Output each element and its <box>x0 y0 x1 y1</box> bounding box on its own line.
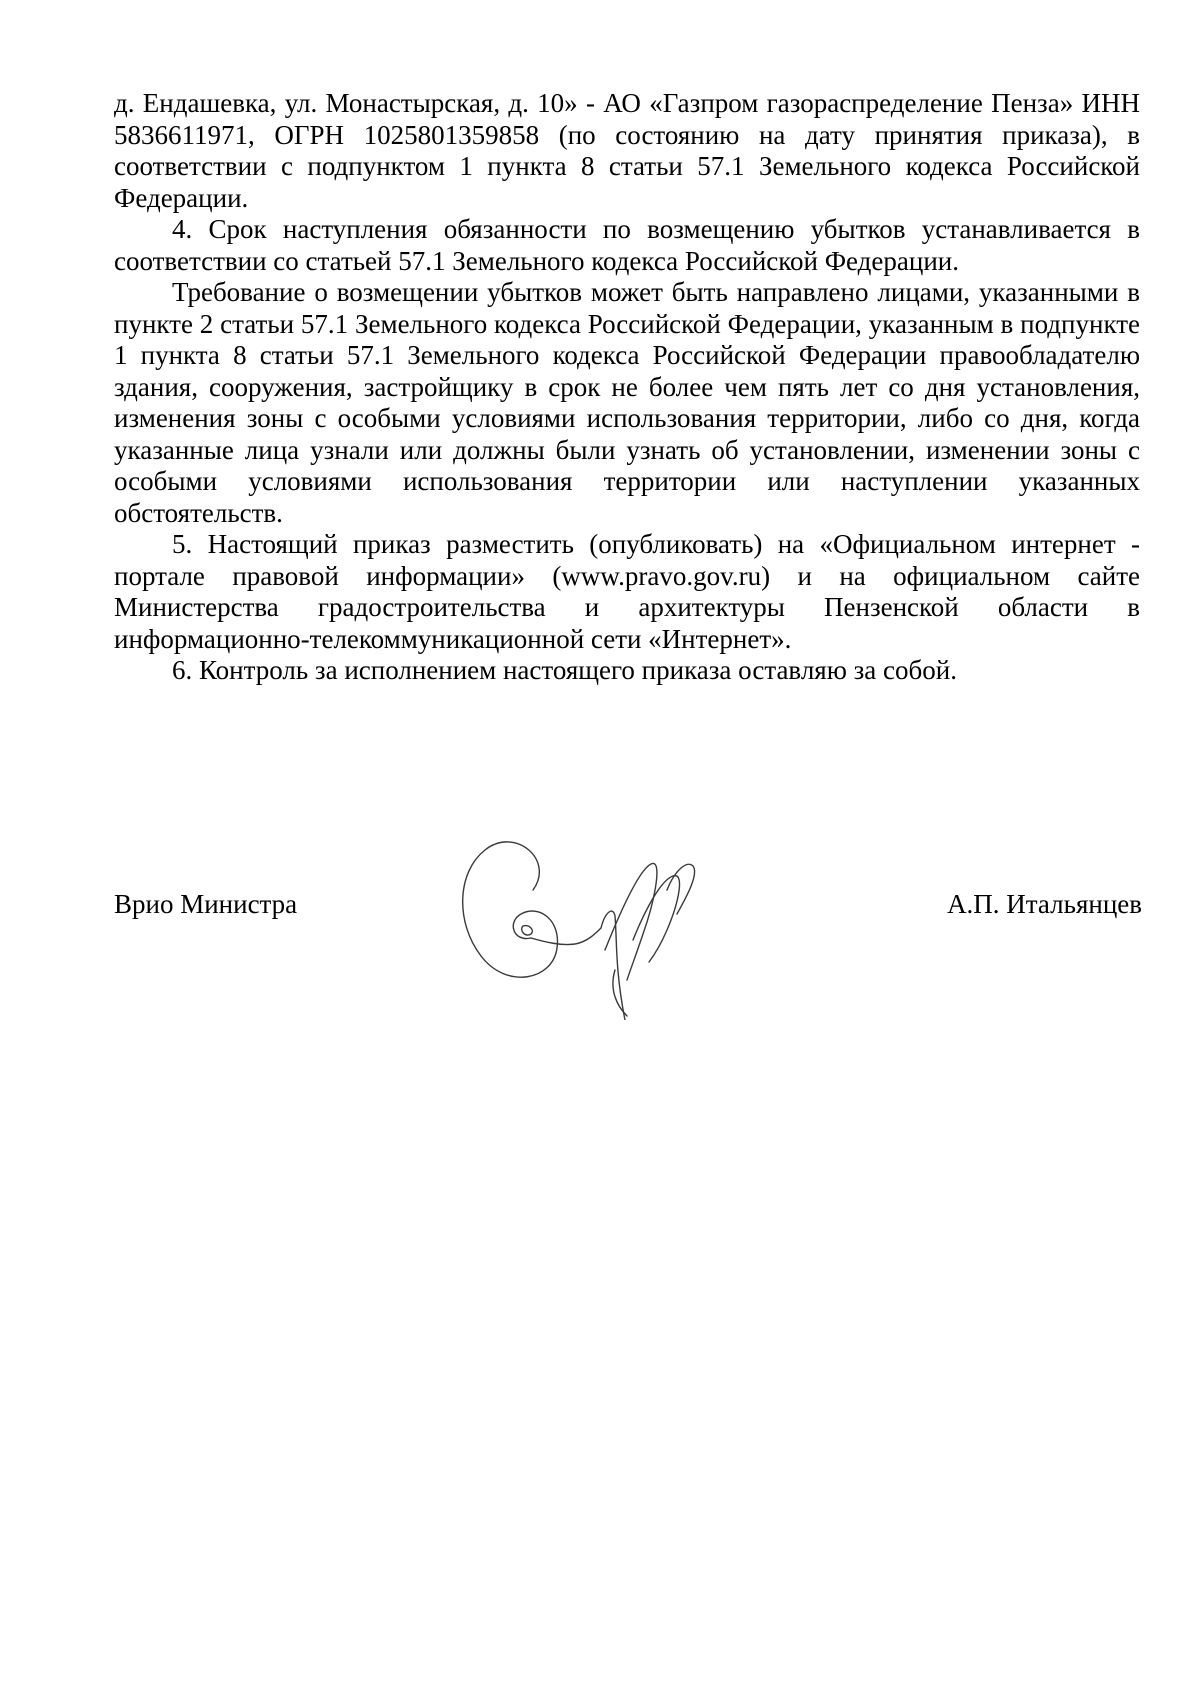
document-body <box>114 88 1140 687</box>
paragraph-item-5: 5. Настоящий приказ разместить (опубликовать) на «Официальном интернет - портале правовой информации» (www.pravo.gov.ru) и на официальном сайте Министерства градостроительства и архитектуры Пензенской области в информационно-телекоммуникационной сети «Интернет». <box>114 529 1140 654</box>
paragraph-item-4: 4. Срок наступления обязанности по возмещению убытков устанавливается в соответствии со статьей 57.1 Земельного кодекса Российской Федерации. <box>114 214 1140 276</box>
handwritten-signature <box>455 830 725 1020</box>
signer-name: А.П. Итальянцев <box>947 889 1142 919</box>
signer-position: Врио Министра <box>114 889 298 919</box>
paragraph-continuation: д. Ендашевка, ул. Монастырская, д. 10» - АО «Газпром газораспределение Пенза» ИНН 5836611971, ОГРН 1025801359858 (по состоянию на дату принятия приказа), в соответствии с подпунктом 1 пункта 8 статьи 57.1 Земельного кодекса Российской Федерации. <box>114 88 1140 213</box>
paragraph-compensation-claim: Требование о возмещении убытков может быть направлено лицами, указанными в пункте 2 статьи 57.1 Земельного кодекса Российской Федерации, указанным в подпункте 1 пункта 8 статьи 57.1 Земельного кодекса Российской Федерации правообладателю здания, сооружения, застройщику в срок не более чем пять лет со дня установления, изменения зоны с особыми условиями использования территории, либо со дня, когда указанные лица узнали или должны были узнать об установлении, изменении зоны с особыми условиями использования территории или наступлении указанных обстоятельств. <box>114 277 1140 528</box>
paragraph-item-6: 6. Контроль за исполнением настоящего приказа оставляю за собой. <box>172 655 957 685</box>
